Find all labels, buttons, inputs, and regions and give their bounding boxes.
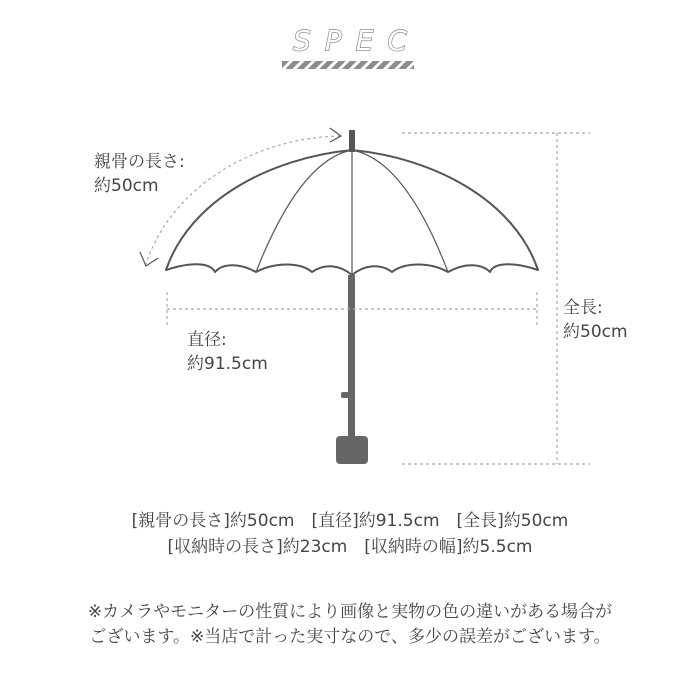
umbrella-runner-button <box>341 392 349 398</box>
rib-length-value: 約50cm <box>94 176 159 196</box>
disclaimer-line-2: ございます。※当店で計った実寸なので、多少の誤差がございます。 <box>89 627 611 647</box>
rib-length-label <box>94 150 185 198</box>
spec-summary-line-1: [親骨の長さ]約50cm [直径]約91.5cm [全長]約50cm <box>131 511 569 531</box>
umbrella-shaft <box>348 275 355 440</box>
total-length-value: 約50cm <box>563 322 628 342</box>
total-length-label <box>563 296 628 344</box>
diameter-label <box>187 328 268 376</box>
rib-length-title: 親骨の長さ: <box>94 152 185 172</box>
umbrella-handle <box>336 436 368 464</box>
spec-title: SPEC <box>293 24 421 57</box>
diameter-value: 約91.5cm <box>187 354 268 374</box>
spec-summary-line-2: [収納時の長さ]約23cm [収納時の幅]約5.5cm <box>167 537 533 557</box>
umbrella-tip <box>349 130 355 152</box>
total-length-title: 全長: <box>563 298 603 318</box>
rib-arrow-top <box>330 128 341 142</box>
disclaimer-line-1: ※カメラやモニターの性質により画像と実物の色の違いがある場合が <box>87 602 613 622</box>
diameter-title: 直径: <box>187 330 227 350</box>
